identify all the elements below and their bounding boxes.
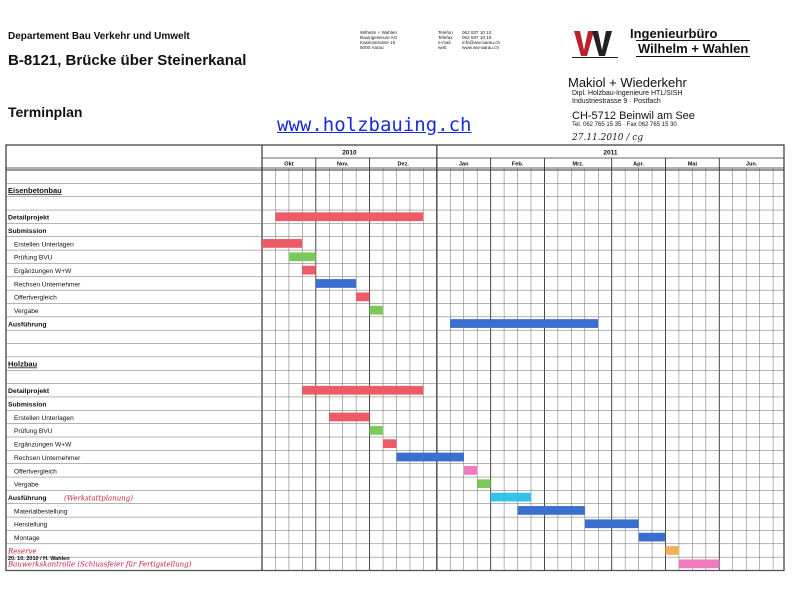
month-label: Okt [284, 161, 294, 168]
gantt-bar [316, 279, 356, 288]
row-label: Submission [8, 227, 47, 235]
address-value: www.ww-aarau.ch [462, 45, 500, 50]
address-line: Kasinostrasse 15 [360, 40, 396, 45]
gantt-bar [679, 559, 719, 568]
partner-name: Makiol + Wiederkehr [568, 75, 687, 90]
gantt-bar [370, 426, 383, 435]
row-label: Montage [14, 535, 40, 542]
gantt-bar [302, 266, 315, 275]
address-value: 062 837 10 10 [462, 30, 492, 35]
address-line: Bauingenieure AG [360, 35, 398, 40]
month-label: Mai [687, 161, 698, 168]
address-label: Telefax [438, 35, 453, 40]
gantt-frame [6, 145, 784, 571]
row-label: Detailprojekt [8, 388, 50, 396]
partner-street: Industriestrasse 9 · Postfach [572, 98, 661, 105]
address-label: Telefon [438, 30, 453, 35]
gantt-bar [383, 439, 396, 448]
row-label: Eisenbetonbau [8, 185, 62, 195]
website-link[interactable]: www.holzbauing.ch [277, 114, 472, 136]
department-title: Departement Bau Verkehr und Umwelt [8, 31, 190, 42]
partner-signature: 27.11.2010 / cg [572, 133, 644, 143]
address-value: info@ww-aarau.ch [462, 40, 501, 45]
row-label: Ausführung [8, 494, 47, 502]
year-label: 2010 [342, 149, 357, 157]
month-label: Jun. [745, 161, 758, 168]
gantt-bar [518, 506, 585, 515]
logo-text-line2: Wilhelm + Wahlen [638, 41, 749, 56]
address-line: 5000 Aarau [360, 45, 384, 50]
gantt-bar [356, 292, 369, 301]
row-label: Holzbau [8, 359, 38, 369]
row-label: Bauwerkskontrolle (Schlussfeier für Fertigstellung) [8, 560, 192, 569]
row-label: Prüfung BVU [14, 254, 53, 262]
year-label: 2011 [603, 149, 618, 157]
gantt-bar [666, 546, 679, 555]
row-label: Materialbestellung [14, 508, 68, 516]
gantt-bar [262, 239, 302, 248]
gantt-bar [302, 386, 423, 395]
row-label: Ausführung [8, 321, 47, 329]
row-label: Prüfung BVU [14, 428, 53, 436]
gantt-bar [464, 466, 477, 475]
gantt-bar [397, 453, 464, 462]
partner-subtitle: Dipl. Holzbau-Ingenieure HTL/SISH [572, 90, 683, 97]
gantt-bar [450, 319, 598, 328]
gantt-bar [275, 212, 423, 221]
month-label: Apr. [633, 161, 645, 168]
address-label: web [438, 45, 447, 50]
row-label: Erstellen Unterlagen [14, 241, 74, 249]
gantt-bar [477, 479, 490, 488]
partner-phone: Tel. 062 765 15 35 · Fax 062 765 15 30 [572, 122, 677, 128]
gantt-bar [491, 493, 531, 502]
partner-city: CH-5712 Beinwil am See [572, 110, 695, 122]
month-label: Jan [458, 161, 469, 168]
row-label: Erstellen Unterlagen [14, 414, 74, 422]
row-label: Reserve [8, 547, 37, 556]
month-label: Nov. [336, 161, 349, 168]
logo-text-line1: Ingenieurbüro [630, 26, 718, 41]
row-label: Ergänzungen W+W [14, 441, 72, 449]
month-label: Dez. [397, 161, 409, 168]
row-label: Rechsen Unternehmer [14, 281, 81, 289]
row-label: Ergänzungen W+W [14, 268, 72, 275]
address-line: Wilhelm + Wahlen [360, 30, 397, 35]
document-title: Terminplan [8, 104, 83, 120]
row-label: Vergabe [14, 308, 39, 316]
row-note: (Werkstattplanung) [64, 494, 133, 503]
row-label: Offertvergleich [14, 468, 57, 476]
month-label: Mrz. [572, 161, 584, 168]
address-value: 062 837 10 18 [462, 35, 492, 40]
gantt-bar [370, 306, 383, 315]
gantt-bar [289, 252, 316, 261]
row-label: Detailprojekt [8, 214, 50, 222]
row-label: Herstellung [14, 521, 48, 529]
project-title: B-8121, Brücke über Steinerkanal [8, 52, 247, 69]
row-label: Rechsen Unternehmer [14, 454, 81, 462]
row-label: Submission [8, 401, 47, 409]
gantt-bar [639, 533, 666, 542]
row-label: Offertvergleich [14, 294, 57, 302]
month-label: Feb. [511, 161, 524, 168]
address-label: e-mail [438, 40, 451, 45]
row-label: Vergabe [14, 481, 39, 489]
gantt-bar [585, 519, 639, 528]
footer-date-author: 20. 10. 2010 / H. Wahlen [8, 556, 70, 562]
gantt-bar [329, 413, 369, 422]
